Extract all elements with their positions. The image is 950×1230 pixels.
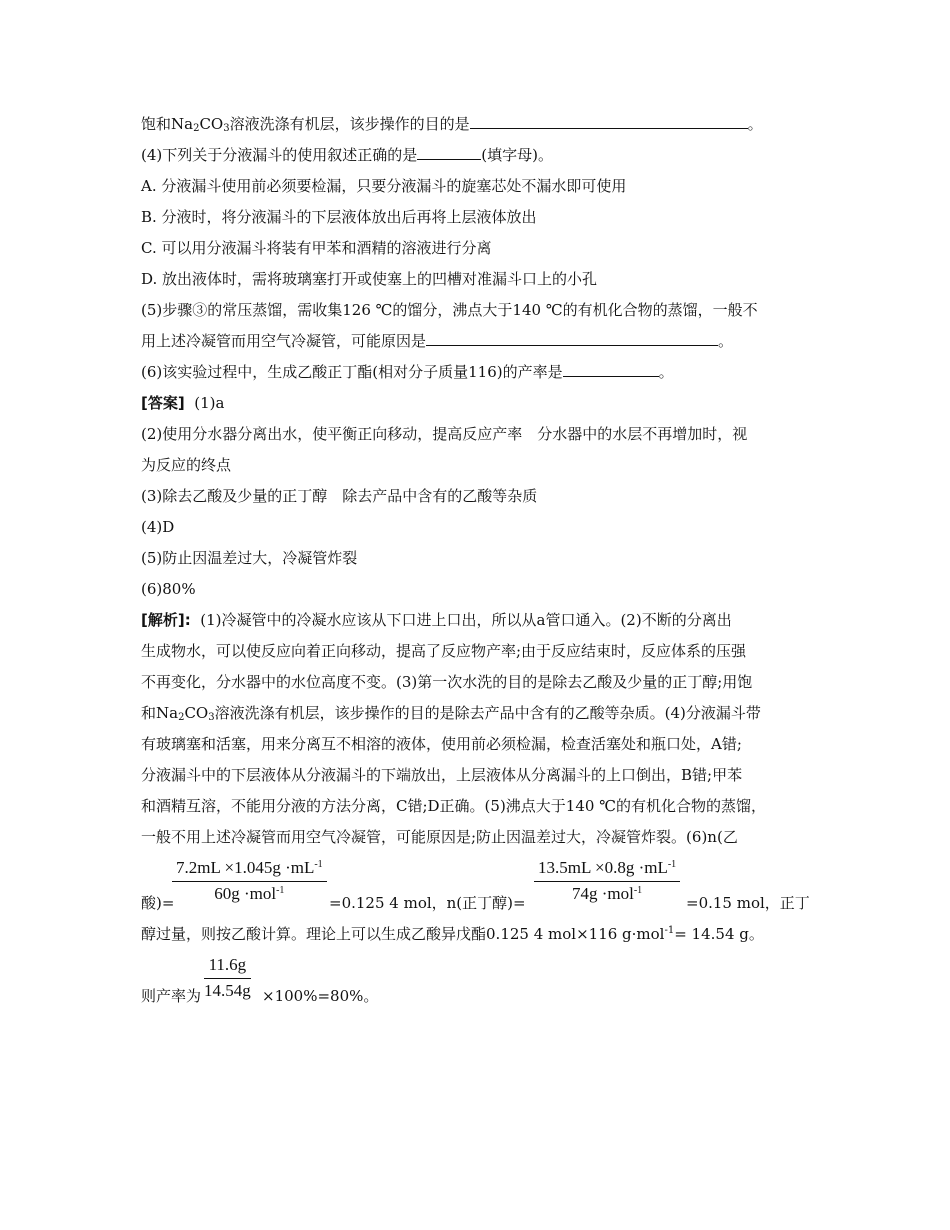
answer-blank — [417, 145, 481, 160]
answer-4: (4)D — [141, 518, 175, 536]
answer-2-line2: 为反应的终点 — [141, 456, 232, 474]
fraction-butanol: $13.5mL \times 0.8g \cdot mL^{-1}$ 74g ·mol$^{-1}$ — [534, 858, 680, 904]
analysis-label: [解析]: — [141, 611, 191, 629]
analysis-line7: 和酒精互溶，不能用分液的方法分离，C错;D正确。(5)沸点大于140 ℃的有机化合物的蒸馏， — [141, 797, 766, 815]
answer-blank — [426, 331, 718, 346]
q4-option-c: C. 可以用分液漏斗将装有甲苯和酒精的溶液进行分离 — [141, 239, 492, 257]
analysis-line5: 有玻璃塞和活塞，用来分离互不相溶的液体，使用前必须检漏，检查活塞处和瓶口处，A错; — [141, 735, 742, 753]
q5-line1: (5)步骤③的常压蒸馏，需收集126 ℃的馏分，沸点大于140 ℃的有机化合物的蒸馏，一般不 — [141, 301, 758, 319]
answer-blank — [563, 362, 659, 377]
answer-2-line1: (2)使用分水器分离出水，使平衡正向移动，提高反应产率 分水器中的水层不再增加时，视 — [141, 425, 748, 443]
analysis-line6: 分液漏斗中的下层液体从分液漏斗的下端放出，上层液体从分离漏斗的上口倒出，B错;甲苯 — [141, 766, 743, 784]
equation-2-result: =0.15 mol，正丁 — [686, 894, 810, 912]
q4-stem: (4)下列关于分液漏斗的使用叙述正确的是 (填字母)。 — [141, 146, 553, 164]
answer-5: (5)防止因温差过大，冷凝管炸裂 — [141, 549, 358, 567]
answer-3: (3)除去乙酸及少量的正丁醇 除去产品中含有的乙酸等杂质 — [141, 487, 538, 505]
equation-1-result: =0.125 4 mol，n(正丁醇)= — [329, 894, 526, 912]
fraction-yield: $\frac{11.6g}{14.54g}$ — [204, 955, 251, 1000]
yield-result: ×100%=80%。 — [262, 987, 379, 1005]
q6-line: (6)该实验过程中，生成乙酸正丁酯(相对分子质量116)的产率是 。 — [141, 363, 674, 381]
analysis-line2: 生成物水，可以使反应向着正向移动，提高了反应物产率;由于反应结束时，反应体系的压强 — [141, 642, 747, 660]
yield-prefix: 则产率为 — [141, 987, 202, 1005]
analysis-line4: 和$Na_2CO_3$溶液洗涤有机层，该步操作的目的是除去产品中含有的乙酸等杂质。(4)分液漏斗带 — [141, 704, 761, 723]
q4-option-d: D. 放出液体时，需将玻璃塞打开或使塞上的凹槽对准漏斗口上的小孔 — [141, 270, 598, 288]
equation-1-prefix: 酸)= — [141, 894, 175, 912]
q5-line2: 用上述冷凝管而用空气冷凝管，可能原因是 。 — [141, 332, 734, 350]
q4-option-b: B. 分液时，将分液漏斗的下层液体放出后再将上层液体放出 — [141, 208, 537, 226]
q3-tail-line: 饱和$Na_2CO_3$溶液洗涤有机层，该步操作的目的是 。 — [141, 115, 763, 134]
fraction-acetic-acid: $7.2mL \times 1.045g \cdot mL^{-1}$ 60g ·mol$^{-1}$ — [172, 858, 327, 904]
answer-label: [答案] — [141, 394, 185, 412]
answer-line1: [答案] (1)a — [141, 394, 225, 412]
analysis-line3: 不再变化，分水器中的水位高度不变。(3)第一次水洗的目的是除去乙酸及少量的正丁醇;用饱 — [141, 673, 753, 691]
analysis-line1: [解析]: (1)冷凝管中的冷凝水应该从下口进上口出，所以从a管口通入。(2)不断的分离出 — [141, 611, 732, 629]
analysis-line8: 一般不用上述冷凝管而用空气冷凝管，可能原因是;防止因温差过大，冷凝管炸裂。(6)n(乙 — [141, 828, 738, 846]
answer-blank — [470, 114, 748, 129]
analysis-line10: 醇过量，则按乙酸计算。理论上可以生成乙酸异戊酯0.125 4 mol×116 g·mol$^{-1}$= 14.54 g。 — [141, 925, 764, 943]
q4-option-a: A. 分液漏斗使用前必须要检漏，只要分液漏斗的旋塞芯处不漏水即可使用 — [141, 177, 627, 195]
answer-6: (6)80% — [141, 580, 196, 598]
